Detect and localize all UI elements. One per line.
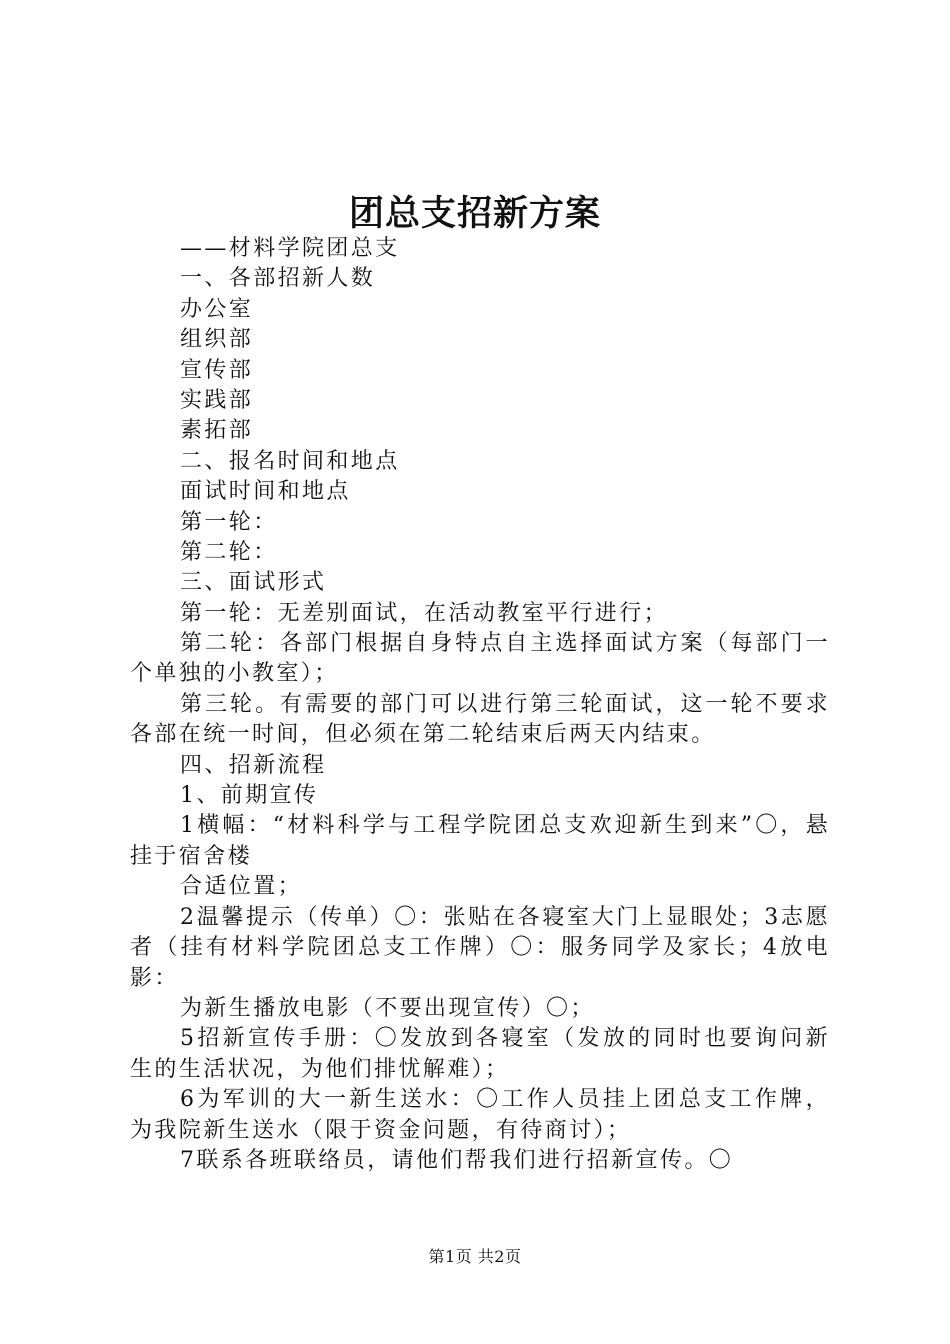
department-item: 宣传部 xyxy=(180,357,254,383)
department-item: 办公室 xyxy=(180,296,254,322)
page-footer: 第1页 共2页 xyxy=(428,1247,522,1266)
list-item: 2温馨提示（传单）〇：张贴在各寝室大门上显眼处；3志愿者（挂有材料学院团总支工作牌）〇：服务同学及家长；4放电影： xyxy=(130,904,830,991)
section-heading: 四、招新流程 xyxy=(180,752,327,778)
document-body xyxy=(130,234,830,1176)
section-heading: 一、各部招新人数 xyxy=(180,266,376,292)
paragraph: 第三轮。有需要的部门可以进行第三轮面试，这一轮不要求各部在统一时间，但必须在第二轮结束后两天内结束。 xyxy=(130,691,830,748)
paragraph: 第二轮：各部门根据自身特点自主选择面试方案（每部门一个单独的小教室）； xyxy=(130,631,830,687)
list-item: 合适位置； xyxy=(180,874,303,900)
section-heading: 二、报名时间和地点 xyxy=(180,448,400,474)
document-title: 团总支招新方案 xyxy=(348,193,601,234)
list-item: 7联系各班联络员，请他们帮我们进行招新宣传。〇 xyxy=(180,1147,734,1173)
list-item: 5招新宣传手册：〇发放到各寝室（发放的同时也要询问新生的生活状况，为他们排忧解难）； xyxy=(130,1026,830,1082)
department-item: 素拓部 xyxy=(180,418,254,444)
text-line: 第一轮： xyxy=(180,509,278,535)
list-item: 为新生播放电影（不要出现宣传）〇； xyxy=(180,995,595,1021)
text-line: 第二轮： xyxy=(180,539,278,565)
list-item: 6为军训的大一新生送水：〇工作人员挂上团总支工作牌，为我院新生送水（限于资金问题，有待商讨）； xyxy=(130,1087,830,1143)
list-item: 1横幅：“材料科学与工程学院团总支欢迎新生到来”〇，悬挂于宿舍楼 xyxy=(130,813,830,869)
section-heading: 三、面试形式 xyxy=(180,570,327,596)
text-line: 第一轮：无差别面试，在活动教室平行进行； xyxy=(180,600,669,626)
text-line: 面试时间和地点 xyxy=(180,479,351,505)
department-item: 组织部 xyxy=(180,327,254,353)
subsection-heading: 1、前期宣传 xyxy=(180,783,319,809)
subtitle: ——材料学院团总支 xyxy=(180,236,400,261)
department-item: 实践部 xyxy=(180,387,254,413)
